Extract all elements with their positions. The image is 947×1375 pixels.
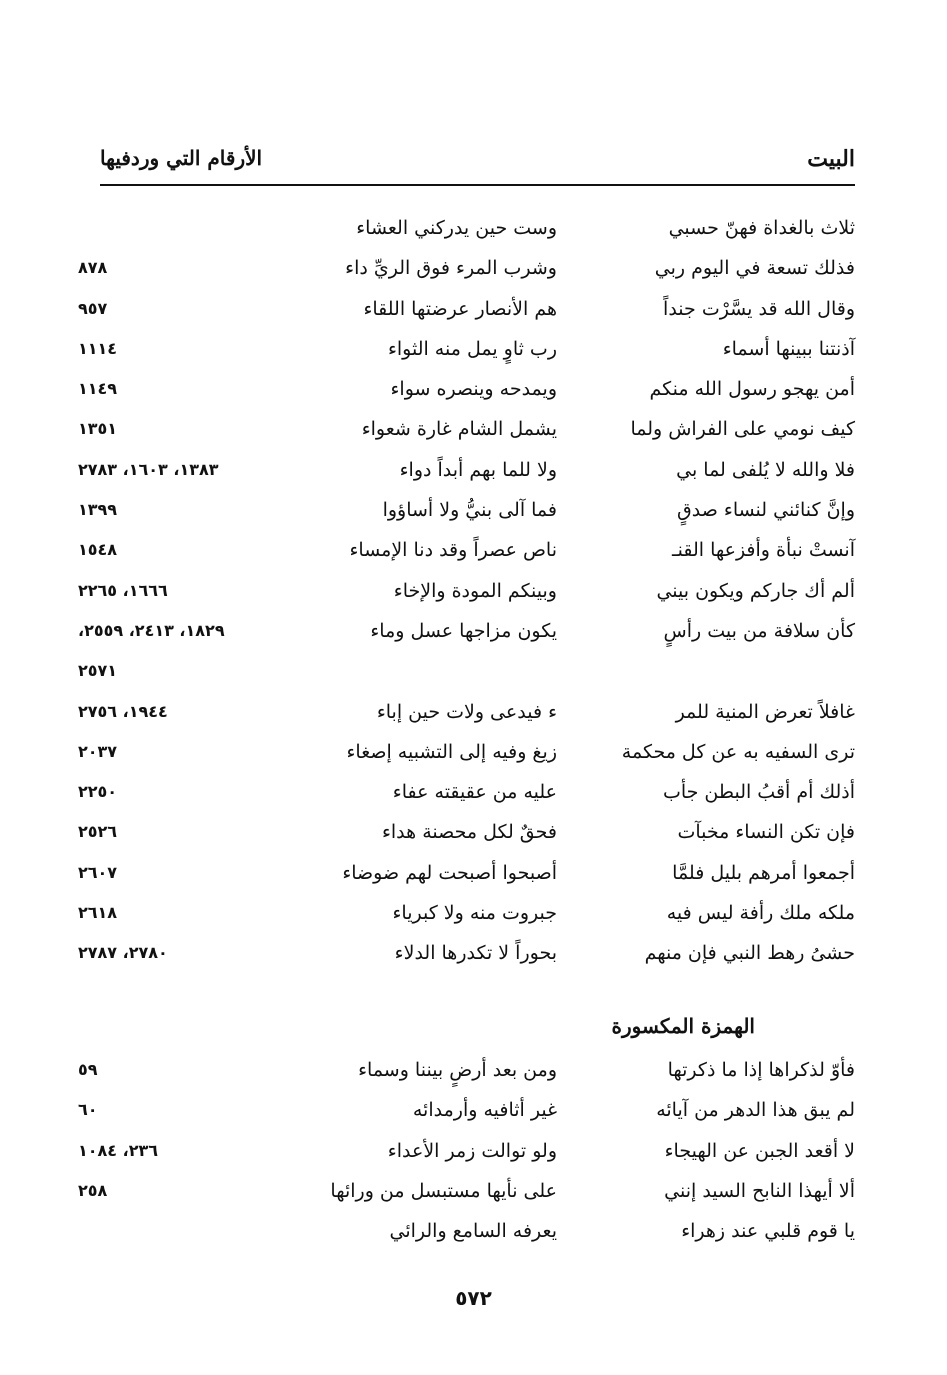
verse-reference-numbers: ٢٦٠٧	[78, 862, 118, 882]
verse-reference-numbers: ٢٧٨٠، ٢٧٨٧	[78, 943, 168, 963]
verse-row	[78, 530, 855, 570]
verse-second-hemistich: يكون مزاجها عسل وماء	[370, 619, 557, 642]
verse-second-hemistich: ولو توالت زمر الأعداء	[387, 1139, 557, 1162]
verse-reference-numbers: ١٨٢٩، ٢٤١٣، ٢٥٥٩،	[78, 620, 225, 640]
verse-first-hemistich: أمن يهجو رسول الله منكم	[649, 378, 855, 401]
header-numbers-label: الأرقام التي وردفيها	[100, 146, 263, 170]
verse-second-hemistich: ومن بعد أرضٍ بيننا وسماء	[358, 1059, 557, 1081]
section-subheading: الهمزة المكسورة	[611, 1014, 755, 1038]
verse-reference-numbers: ٨٧٨	[78, 258, 108, 278]
header-verse-label: البيت	[807, 146, 855, 172]
verse-reference-numbers: ١٩٤٤، ٢٧٥٦	[78, 701, 168, 721]
verse-first-hemistich: ملكه ملك رأفة ليس فيه	[666, 902, 855, 925]
verse-second-hemistich: وبينكم المودة والإخاء	[393, 579, 557, 602]
verse-row	[78, 1131, 855, 1171]
verse-reference-numbers: ١٣٩٩	[78, 500, 118, 520]
verse-row	[78, 450, 855, 490]
verse-first-hemistich: وقال الله قد يسَّرْت جنداً	[663, 297, 855, 320]
verse-reference-numbers: ٢٥٨	[78, 1180, 108, 1200]
verse-row	[78, 409, 855, 449]
verse-first-hemistich: ألا أيهذا النابح السيد إنني	[664, 1179, 855, 1202]
verse-first-hemistich: آذنتنا ببينها أسماء	[722, 337, 855, 360]
verse-first-hemistich: كأن سلافة من بيت رأسٍ	[663, 619, 855, 642]
verse-second-hemistich: أصبحوا أصبحت لهم ضوضاء	[342, 861, 557, 884]
verse-first-hemistich: غافلاً تعرض المنية للمر	[675, 700, 855, 723]
verse-row	[78, 893, 855, 933]
verse-row	[78, 651, 855, 691]
verse-second-hemistich: غير أثافيه وأرمدائه	[412, 1099, 557, 1122]
verse-row	[78, 732, 855, 772]
verse-first-hemistich: أذلك أم أقبُ البطن جأب	[662, 781, 855, 804]
verse-list-hamza-maksura	[78, 1050, 855, 1251]
verse-second-hemistich: يعرفه السامع والرائي	[389, 1220, 557, 1243]
verse-reference-numbers: ١٥٤٨	[78, 540, 118, 560]
verse-second-hemistich: ولا للما بهم أبداً دواء	[399, 458, 557, 481]
verse-reference-numbers: ٩٥٧	[78, 298, 108, 318]
verse-second-hemistich: فما آلى بنيُّ ولا أساؤوا	[382, 499, 557, 522]
page-header	[100, 140, 855, 186]
verse-second-hemistich: بحوراً لا تكدرها الدلاء	[394, 942, 557, 965]
verse-row	[78, 1090, 855, 1130]
verse-reference-numbers: ٦٠	[78, 1100, 98, 1120]
verse-first-hemistich: أجمعوا أمرهم بليل فلمَّا	[672, 861, 855, 884]
verse-row	[78, 853, 855, 893]
verse-reference-numbers: ٢٥٢٦	[78, 822, 118, 842]
verse-reference-numbers: ٢٢٥٠	[78, 782, 118, 802]
verse-first-hemistich: آنستْ نبأة وأفزعها القنـ	[672, 539, 855, 562]
verse-reference-numbers: ٥٩	[78, 1060, 98, 1079]
verse-first-hemistich: يا قوم قلبي عند زهراء	[681, 1220, 855, 1243]
verse-row	[78, 772, 855, 812]
verse-second-hemistich: زيغ وفيه إلى التشبيه إصغاء	[346, 740, 557, 763]
verse-reference-numbers: ٢٦١٨	[78, 903, 118, 923]
verse-second-hemistich: وشرب المرء فوق الريِّ داء	[345, 257, 557, 280]
verse-second-hemistich: ويمدحه وينصره سواء	[390, 378, 557, 401]
verse-row	[78, 571, 855, 611]
verse-second-hemistich: وست حين يدركني العشاء	[356, 217, 557, 239]
verse-first-hemistich: ثلاث بالغداة فهنّ حسبي	[668, 217, 855, 239]
verse-first-hemistich: ترى السفيه به عن كل محكمة	[621, 740, 855, 763]
verse-row	[78, 369, 855, 409]
verse-row	[78, 692, 855, 732]
verse-row	[78, 329, 855, 369]
verse-list-hamza-madmuma	[78, 208, 855, 974]
verse-second-hemistich: يشمل الشام غارة شعواء	[361, 418, 557, 441]
verse-reference-numbers: ٢٠٣٧	[78, 741, 118, 761]
verse-reference-numbers: ١١٤٩	[78, 379, 118, 399]
verse-reference-numbers: ٢٥٧١	[78, 661, 118, 681]
page-number: ٥٧٢	[455, 1286, 492, 1310]
verse-reference-numbers: ٢٣٦، ١٠٨٤	[78, 1140, 159, 1160]
verse-row	[78, 248, 855, 288]
verse-second-hemistich: جبروت منه ولا كبرياء	[392, 902, 557, 925]
verse-reference-numbers: ١١١٤	[78, 338, 118, 358]
verse-first-hemistich: ألم أك جاركم ويكون بيني	[656, 579, 855, 602]
verse-second-hemistich: على نأيها مستبسل من ورائها	[330, 1179, 557, 1202]
verse-first-hemistich: فأوّ لذكراها إذا ما ذكرتها	[667, 1059, 855, 1081]
verse-second-hemistich: هم الأنصار عرضتها اللقاء	[363, 297, 557, 320]
verse-row	[78, 812, 855, 852]
verse-row	[78, 611, 855, 651]
verse-row	[78, 1171, 855, 1211]
verse-row	[78, 289, 855, 329]
verse-second-hemistich: ناص عصراً وقد دنا الإمساء	[349, 539, 557, 562]
verse-reference-numbers: ١٣٥١	[78, 419, 118, 439]
verse-second-hemistich: رب ثاوٍ يمل منه الثواء	[387, 337, 557, 360]
verse-reference-numbers: ١٣٨٣، ١٦٠٣، ٢٧٨٣	[78, 459, 219, 479]
verse-first-hemistich: فذلك تسعة في اليوم ربي	[654, 257, 855, 280]
verse-second-hemistich: ء فيدعى ولات حين إباء	[376, 700, 557, 723]
verse-first-hemistich: فإن تكن النساء مخبآت	[677, 821, 855, 844]
verse-first-hemistich: وإنَّ كنائني لنساء صدقٍ	[677, 499, 855, 522]
verse-first-hemistich: فلا والله لا يُلفى لما بي	[676, 458, 855, 481]
verse-reference-numbers: ١٦٦٦، ٢٢٦٥	[78, 580, 168, 600]
verse-row	[100, 1211, 855, 1251]
verse-second-hemistich: عليه من عقيقته عفاء	[392, 781, 557, 804]
verse-row	[78, 933, 855, 973]
verse-row	[100, 208, 855, 248]
verse-first-hemistich: حشىُ رهط النبي فإن منهم	[644, 942, 855, 965]
verse-row	[78, 490, 855, 530]
verse-first-hemistich: لا أقعد الجبن عن الهيجاء	[664, 1139, 855, 1162]
verse-first-hemistich: لم يبق هذا الدهر من آيائه	[656, 1099, 855, 1122]
verse-first-hemistich: كيف نومي على الفراش ولما	[630, 418, 855, 441]
verse-row	[78, 1050, 855, 1090]
verse-second-hemistich: فحقٌ لكل محصنة هداء	[381, 821, 557, 844]
